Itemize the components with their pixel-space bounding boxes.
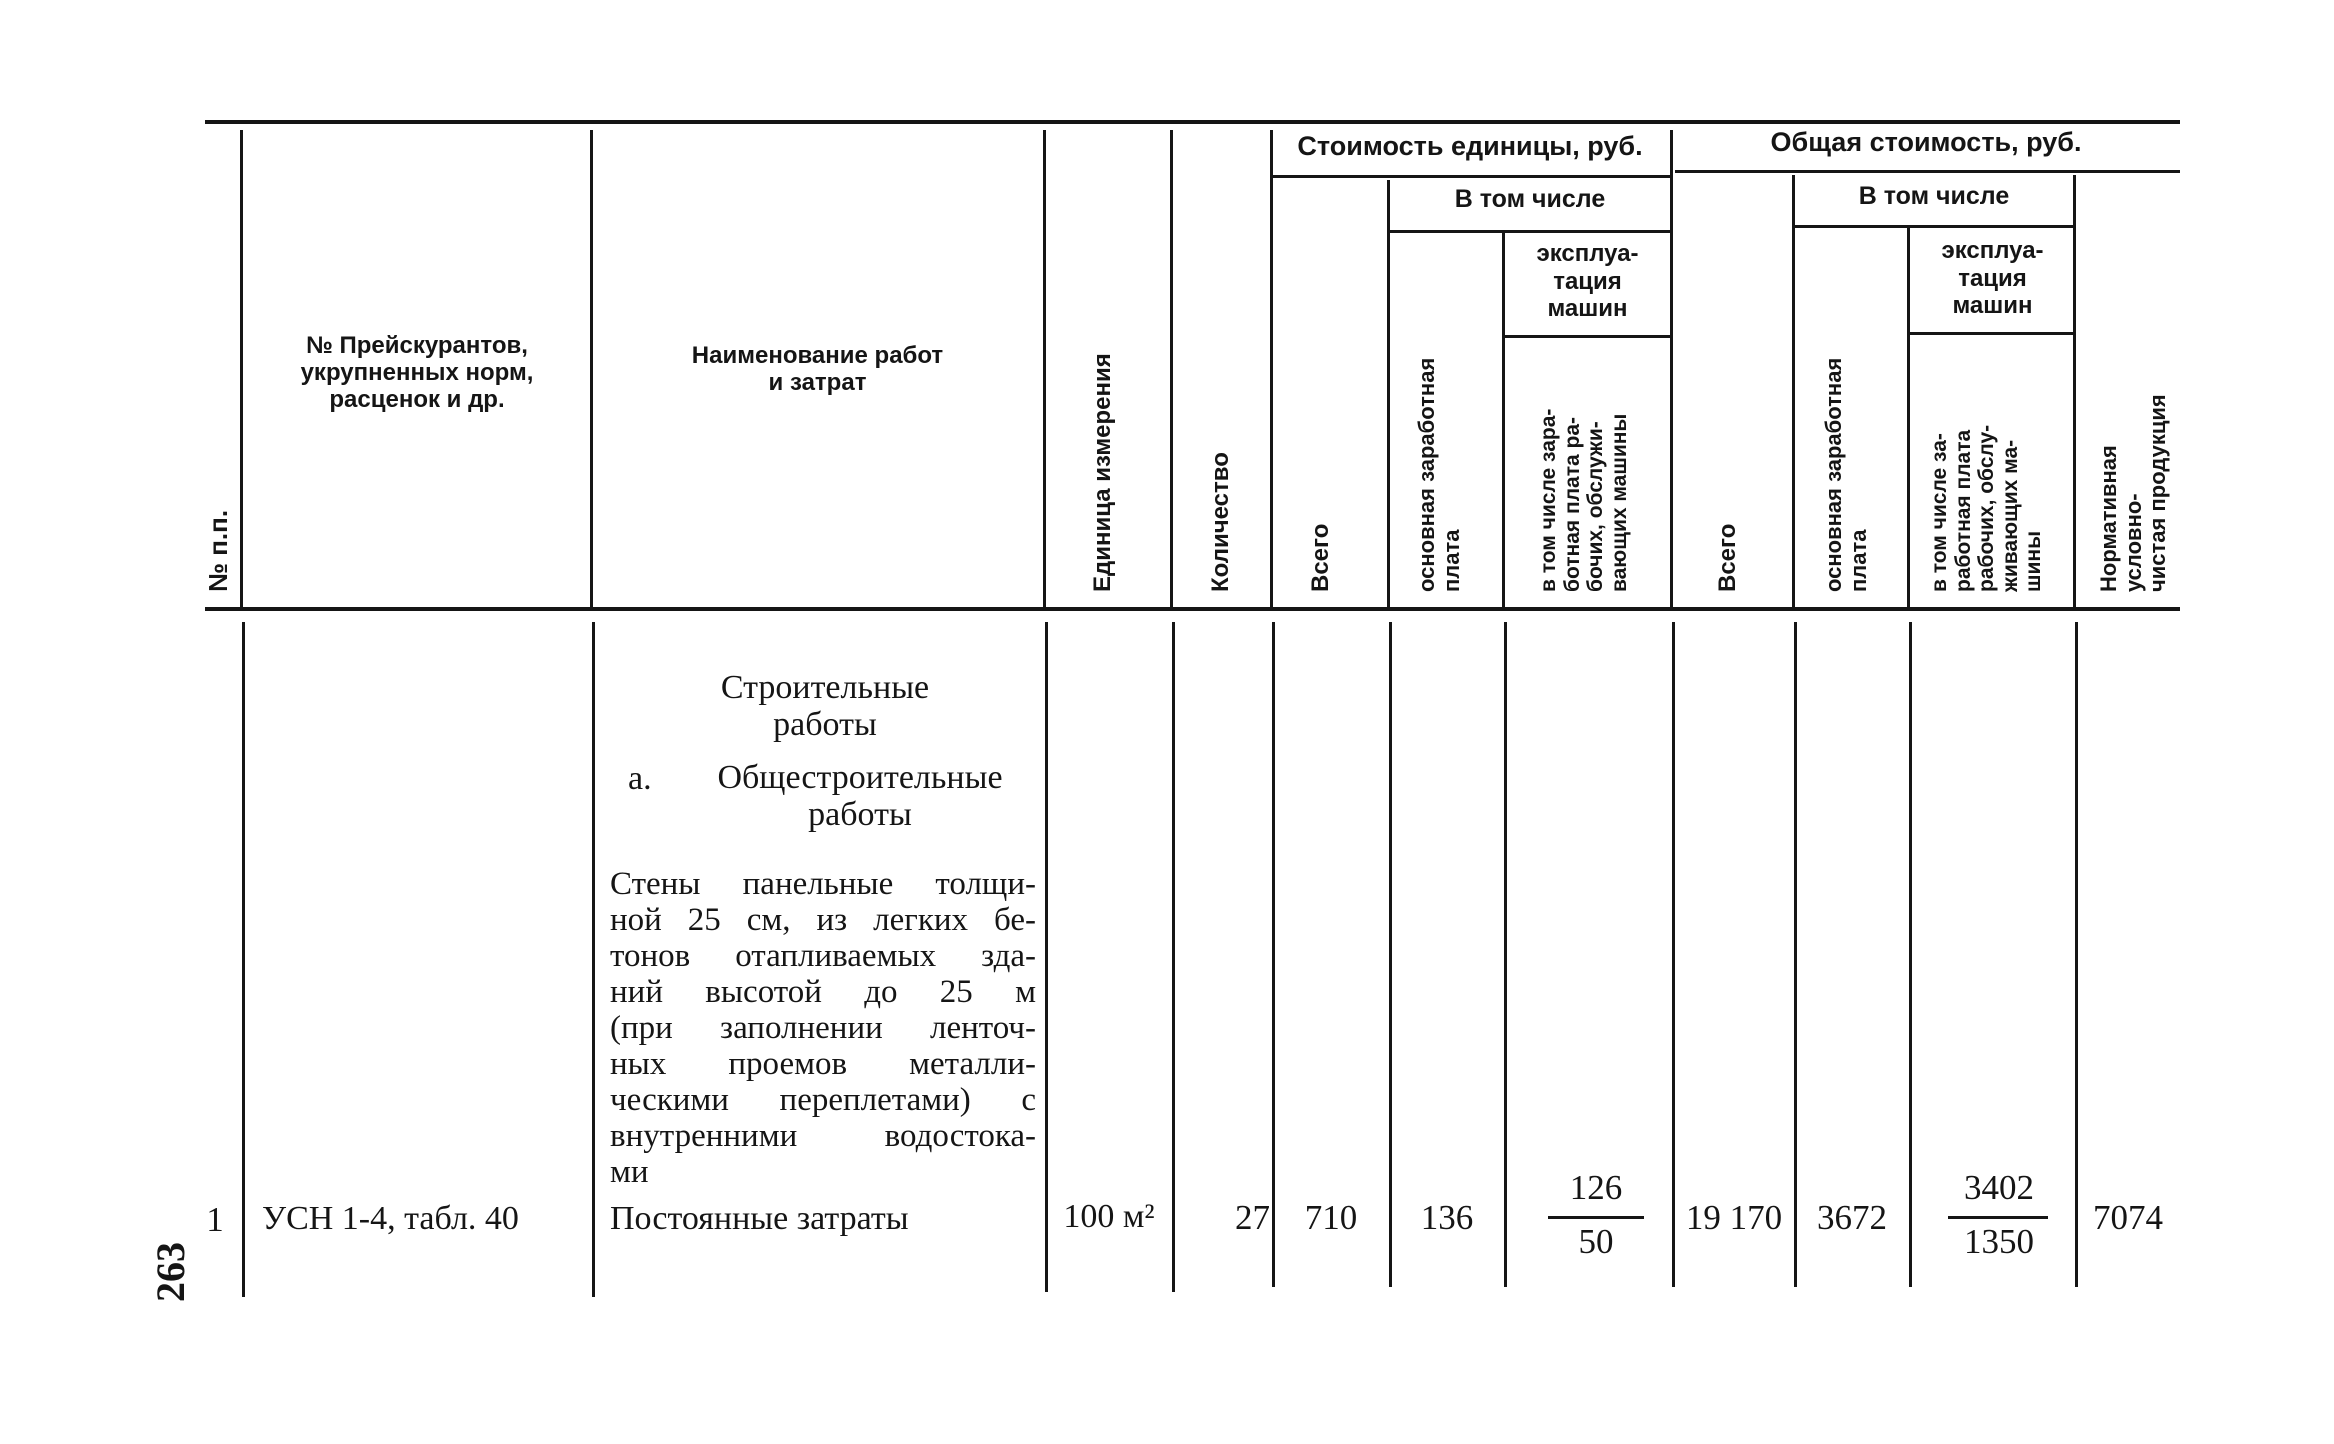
total-incl-rule: [1795, 225, 2075, 228]
unit-machine-rule: [1505, 335, 1670, 338]
unit-incl-rule: [1390, 230, 1670, 233]
row-work-name: Постоянные затраты: [610, 1200, 909, 1237]
unit-total-column-header: Всего: [1307, 523, 1334, 592]
header-bottom-rule: [205, 607, 2180, 611]
total-incl-header: В том числе: [1858, 182, 2010, 210]
col-rule: [1672, 622, 1675, 1287]
unit-incl-header: В том числе: [1454, 185, 1606, 213]
total-cost-group-header: Общая стоимость, руб.: [1770, 127, 2082, 157]
col-rule: [1172, 622, 1175, 1292]
row-unit-machine-cost: 126: [1569, 1168, 1623, 1207]
description-line: ми: [610, 1154, 649, 1190]
row-quantity: 27: [1235, 1198, 1270, 1237]
unit-wage-column-header: основная заработная плата: [1414, 357, 1464, 592]
col-rule: [1170, 130, 1173, 610]
description-line: (при заполнении ленточ-: [610, 1010, 1036, 1046]
unit-column-header: Единица измерения: [1089, 353, 1116, 592]
row-total-wage: 3672: [1817, 1198, 1887, 1237]
description-line: ческими переплетами) с: [610, 1082, 1036, 1118]
description-line: внутренними водостока-: [610, 1118, 1036, 1154]
total-wage-column-header: основная заработная плата: [1821, 357, 1871, 592]
col-rule: [1389, 622, 1392, 1287]
col-rule: [1270, 130, 1273, 610]
subsection-title: Общестроительные работы: [717, 759, 1003, 833]
unit-machine-wage-column-header: в том числе зара- ботная плата ра- бочих, обслужи- вающих машины: [1537, 408, 1631, 592]
col-rule: [1792, 175, 1795, 610]
col-rule: [1670, 130, 1673, 610]
table-top-rule: [205, 120, 2180, 124]
description-line: ной 25 см, из легких бе-: [610, 902, 1036, 938]
row-reference: УСН 1-4, табл. 40: [262, 1200, 519, 1237]
col-rule: [1387, 180, 1390, 610]
quantity-column-header: Количество: [1207, 452, 1234, 592]
col-rule: [240, 130, 243, 610]
number-column-header: № п.п.: [203, 509, 233, 592]
description-line: ных проемов металли-: [610, 1046, 1036, 1082]
row-total-machine-cost: 3402: [1964, 1168, 2034, 1207]
description-line: тонов отапливаемых зда-: [610, 938, 1036, 974]
col-rule: [1794, 622, 1797, 1287]
col-rule: [242, 622, 245, 1297]
subsection-letter: а.: [628, 760, 652, 797]
work-description: [610, 866, 1036, 1190]
col-rule: [1909, 622, 1912, 1287]
description-line: ний высотой до 25 м: [610, 974, 1036, 1010]
row-unit-machine-wage: 50: [1578, 1222, 1614, 1261]
unit-machine-header: эксплуа- тация машин: [1536, 240, 1639, 323]
row-total-total: 19 170: [1685, 1198, 1783, 1237]
total-machine-header: эксплуа- тация машин: [1941, 237, 2044, 320]
description-line: Стены панельные толщи-: [610, 866, 1036, 902]
col-rule: [1043, 130, 1046, 610]
total-machine-rule: [1910, 332, 2075, 335]
row-unit-wage: 136: [1420, 1198, 1474, 1237]
unit-cost-group-header: Стоимость единицы, руб.: [1297, 131, 1643, 161]
normative-column-header: Нормативная условно- чистая продукция: [2096, 394, 2171, 592]
col-rule: [2075, 622, 2078, 1287]
total-machine-wage-column-header: в том числе за- работная плата рабочих, обслу- живающих ма- шины: [1928, 424, 2046, 592]
row-unit: 100 м²: [1063, 1198, 1155, 1235]
row-total-machine-wage: 1350: [1964, 1222, 2034, 1261]
fraction-bar: [1948, 1216, 2048, 1219]
fraction-bar: [1548, 1216, 1644, 1219]
col-rule: [1272, 622, 1275, 1287]
unit-cost-group-rule: [1270, 175, 1670, 178]
col-rule: [1045, 622, 1048, 1292]
row-unit-total: 710: [1304, 1198, 1358, 1237]
ref-column-header: № Прейскурантов, укрупненных норм, расценок и др.: [300, 332, 534, 413]
total-total-column-header: Всего: [1714, 523, 1741, 592]
section-title: Строительные работы: [720, 669, 930, 743]
col-rule: [592, 622, 595, 1297]
total-cost-group-rule: [1675, 170, 2180, 173]
name-column-header: Наименование работ и затрат: [691, 342, 944, 396]
col-rule: [1504, 622, 1507, 1287]
row-normative-product: 7074: [2093, 1198, 2163, 1237]
page-number: 263: [148, 1242, 193, 1302]
row-number: 1: [206, 1200, 224, 1239]
col-rule: [590, 130, 593, 610]
